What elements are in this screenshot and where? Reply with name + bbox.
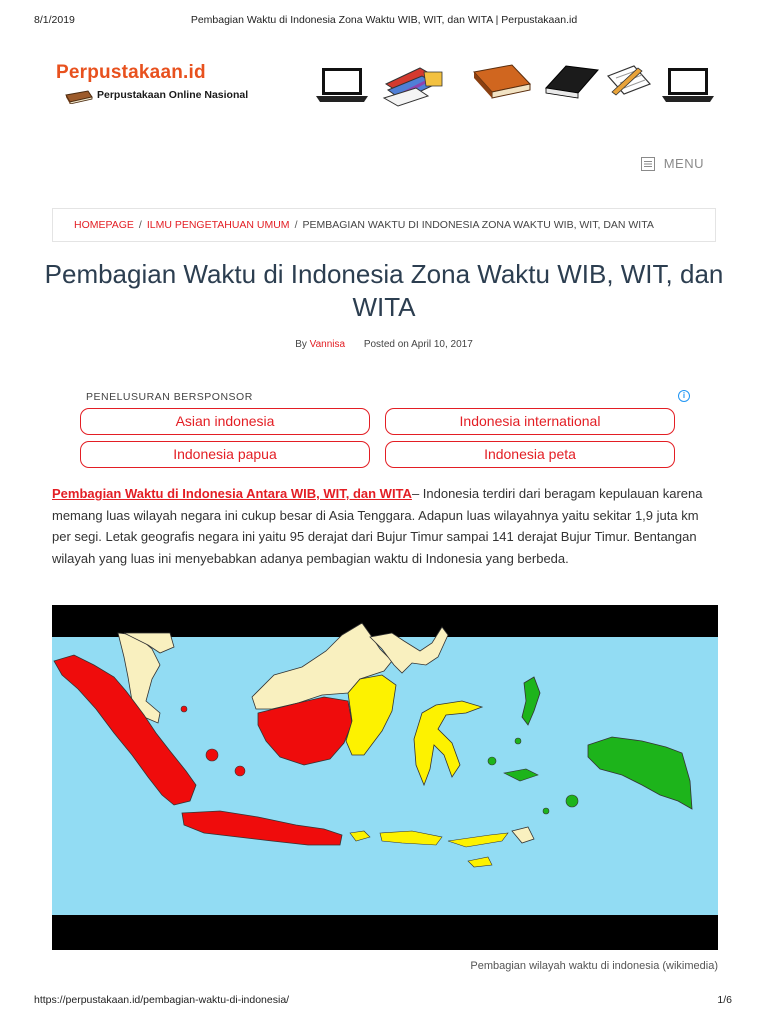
colored-books-icon xyxy=(384,68,442,106)
ad-button-indonesia-peta[interactable]: Indonesia peta xyxy=(385,441,675,468)
menu-button[interactable] xyxy=(641,156,704,171)
print-page-number: 1/6 xyxy=(717,994,732,1006)
ad-button-asian-indonesia[interactable]: Asian indonesia xyxy=(80,408,370,435)
breadcrumb-separator: / xyxy=(294,219,298,231)
header-banner xyxy=(316,62,720,108)
intro-link[interactable]: Pembagian Waktu di Indonesia Antara WIB, WIT, dan WITA xyxy=(52,486,412,501)
breadcrumb xyxy=(52,208,716,242)
island-wit xyxy=(488,757,496,765)
ad-info-icon[interactable]: i xyxy=(678,390,690,402)
island-wib xyxy=(206,749,218,761)
breadcrumb-separator: / xyxy=(138,219,142,231)
print-page-title: Pembagian Waktu di Indonesia Zona Waktu WIB, WIT, dan WITA | Perpustakaan.id xyxy=(190,14,578,26)
by-label: By xyxy=(295,339,307,350)
menu-label: MENU xyxy=(663,156,704,171)
laptop-icon xyxy=(662,68,714,102)
menu-icon xyxy=(641,157,655,171)
island-wib xyxy=(235,766,245,776)
print-url: https://perpustakaan.id/pembagian-waktu-di-indonesia/ xyxy=(34,994,290,1006)
sponsored-label: PENELUSURAN BERSPONSOR xyxy=(86,391,253,403)
site-name: Perpustakaan.id xyxy=(56,62,206,83)
brown-book-icon xyxy=(474,65,530,98)
image-caption: Pembagian wilayah waktu di indonesia (wikimedia) xyxy=(470,960,718,972)
breadcrumb-category[interactable]: ILMU PENGETAHUAN UMUM xyxy=(146,219,290,231)
island-wit xyxy=(543,808,549,814)
book-icon xyxy=(64,88,94,104)
island-wib xyxy=(181,706,187,712)
island-wit xyxy=(515,738,521,744)
print-header xyxy=(0,14,768,28)
page-title: Pembagian Waktu di Indonesia Zona Waktu WIB, WIT, dan WITA xyxy=(44,259,724,322)
ad-button-indonesia-papua[interactable]: Indonesia papua xyxy=(80,441,370,468)
island-wit xyxy=(566,795,578,807)
intro-text: – Indonesia terdiri dari beragam kepulauan karena memang luas wilayah negara ini cukup besar di Asia Tenggara. Adapun luas wilayahnya yaitu sekitar 1,9 juta km per segi. Letak geografis negara ini yaitu 95 derajat dari Bujur Timur sampai 141 derajat Bujur Timur. Bentangan wilayah yang luas ini menyebabkan adanya pembagian waktu di Indonesia yang berbeda. xyxy=(52,486,703,566)
print-date: 8/1/2019 xyxy=(34,14,75,26)
indonesia-time-zone-map xyxy=(52,605,718,950)
article-intro xyxy=(52,483,720,569)
breadcrumb-home[interactable]: HOMEPAGE xyxy=(74,219,134,231)
author-link[interactable]: Vannisa xyxy=(309,339,346,350)
post-date: Posted on April 10, 2017 xyxy=(363,339,473,350)
black-book-icon xyxy=(546,66,598,98)
laptop-icon xyxy=(316,68,368,102)
site-tagline: Perpustakaan Online Nasional xyxy=(97,89,249,101)
ad-button-indonesia-international[interactable]: Indonesia international xyxy=(385,408,675,435)
post-meta xyxy=(0,339,768,350)
notebook-pencil-icon xyxy=(608,66,650,95)
breadcrumb-current: PEMBAGIAN WAKTU DI INDONESIA ZONA WAKTU WIB, WIT, DAN WITA xyxy=(302,219,654,231)
